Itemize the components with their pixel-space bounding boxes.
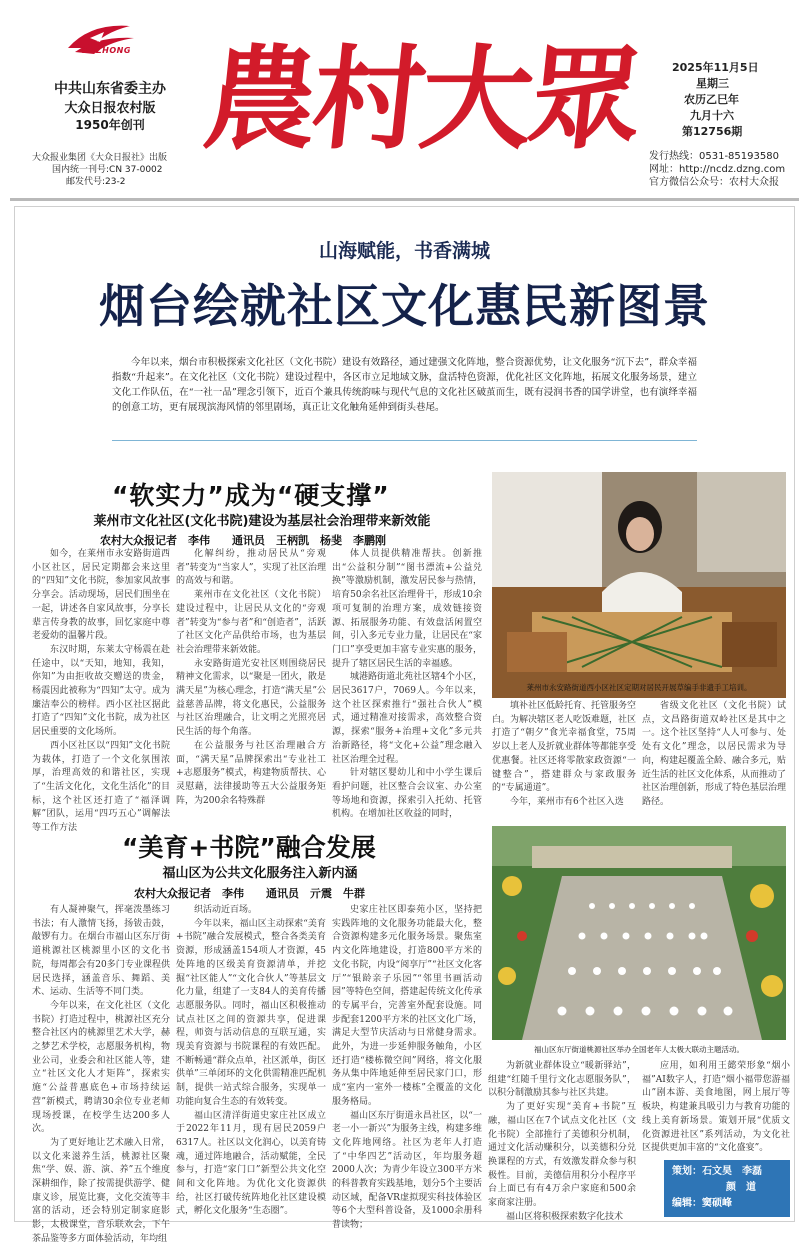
paragraph: 为了更好地让艺术融入日常，以文化来滋养生活，桃源社区聚焦“学、娱、游、演、养”五个维度深耕细作，除了按需提供游学、健康义诊，展览比赛，文化交流等丰富的活动，还会特别定制家庭影影，太极课堂，音乐联欢会，下午茶品鉴等多方面体验活动，年均组 xyxy=(32,1137,170,1244)
lead-headline: 烟台绘就社区文化惠民新图景 xyxy=(99,279,710,333)
wechat: 官方微信公众号：农村大众报 xyxy=(649,177,779,188)
newspaper-title: 農村大眾 xyxy=(198,34,644,165)
issue-number: 第12756期 xyxy=(682,125,743,138)
paragraph: 为新就业群体设立“暖新驿站”，组建“红随千里行文化志愿服务队”，以积分制激励其参与社区共建。 xyxy=(488,1061,636,1099)
story2-column-1 xyxy=(32,904,170,1244)
story1-photo xyxy=(492,472,786,698)
masthead xyxy=(0,0,809,196)
paragraph: 福山区东厅街道永昌社区，以“一老一小一新兴”为服务主线，构建多维文化阵地网络。社区为老年人打造了“中华四艺”活动区，年均服务超2000人次；为青少年设立300平方米的科普教育实践基地，划分5个主要活动区域，配备VR虚拟现实科技体验区等6个大型科普设备，及1000余册科普读物； xyxy=(332,1110,482,1231)
organizer-line: 中共山东省委主办 xyxy=(54,81,166,97)
website[interactable]: 网址：http://ncdz.dzng.com xyxy=(649,164,786,175)
story1-column-5 xyxy=(642,700,786,810)
paragraph: 福山区清洋街道史家庄社区成立于2022年11月，现有居民2059户6317人。社区以文化润心，以美育铸魂，通过阵地融合，活动赋能，全民参与，打造“家门口”新型公共文化空间和文化阵地。为优化文化资源供给，社区打破传统阵地化社区建设模式，孵化文化服务“生态圈”。 xyxy=(176,1110,326,1217)
founded-line: 1950年创刊 xyxy=(75,118,145,132)
hotline: 发行热线：0531-85193580 xyxy=(649,151,779,162)
planning-credit: 策划：石文昊 李磊 xyxy=(672,1166,762,1177)
paragraph: 今年，莱州市有6个社区入选 xyxy=(510,796,624,807)
story1-subheadline: 莱州市文化社区(文化书院)建设为基层社会治理带来新效能 xyxy=(93,514,431,529)
story2-subheadline: 福山区为公共文化服务注入新内涵 xyxy=(162,866,358,881)
planning-credit-2: 颜 道 xyxy=(726,1182,756,1193)
publisher-line: 大众报业集团《大众日报社》出版 xyxy=(32,153,168,163)
paragraph: 省级文化社区（文化书院）试点，文昌路街道双岭社区是其中之一。这个社区坚持“人人可参与、处处有文化”理念，以居民需求为导向，构建起覆盖全龄、融合多元，贴近生活的社区文化体系，从而推动了社区治理创新，形成了特色基层治理路径。 xyxy=(642,701,787,807)
paragraph: 体人员提供精准帮扶。创新推出“公益积分制”“图书漂流+公益兑换”等激励机制，激发居民参与热情，培育50余名社区治理骨干，形成10余项可复制的治理方案，成效链接资源、拓展服务功能、有效盘活闲置空间，引入多元专业力量，让居民在“家门口”享受更加丰富专业实惠的服务，提升了辖区居民生活的幸福感。 xyxy=(332,549,482,669)
paragraph: 永安路街道光安社区则围绕居民精神文化需求，以“聚是一团火，散是满天星”为核心理念，打造“满天星”公益慈善品牌，将文化惠民，公益服务与社区治理融合，让文明之光照亮居民生活的每个角落。 xyxy=(176,658,326,738)
tai-chi-event-image xyxy=(492,826,786,1040)
edition-line: 大众日报农村版 xyxy=(64,101,156,116)
paragraph: 莱州市在文化社区（文化书院）建设过程中，让居民从文化的“旁观者”转变为“参与者”和“创造者”，活跃了社区文化产品供给市场，也为基层社会治理带来新效能。 xyxy=(176,590,326,655)
paragraph: 东汉时期，东莱太守杨震在赴任途中，以“天知，地知，我知，你知”为由拒收故交赠送的贵金，杨震因此被称为“四知”太守。成为廉洁奉公的榜样。西小区社区据此打造了“四知”文化书院，成为社区居民重要的文化场所。 xyxy=(32,644,170,738)
story1-column-1 xyxy=(32,548,170,834)
story1-photo-caption: 莱州市永安路街道西小区社区定期对居民开展草编手非遗手工培训。 xyxy=(526,683,752,692)
paragraph: 针对辖区婴幼儿和中小学生课后看护问题，社区整合会议室、办公室等场地和资源，探索引入托幼、托管机构。在增加社区收益的同时， xyxy=(332,768,482,820)
story2-headline: “美育+书院”融合发展 xyxy=(122,833,376,862)
cn-number: 国内统一刊号:CN 37-0002 xyxy=(52,165,163,175)
paragraph: 史家庄社区即泰苑小区，坚持把实践阵地的文化服务功能最大化，整合资源构建多元化服务场景。聚焦室内文化阵地建设，打造800平方米的文化书院，内设“阅享厅”“社区文化客厅”“银龄亲子乐园”“邻里书画活动园”等特色空间，搭建起传统文化传承的专属平台，完善室外配套设施。同步配套1200平方米的社区文化广场，满足大型节庆活动与日常健身需求。此外，为进一步延伸服务触角，小区还打造“楼栋微空间”网络，将文化服务从集中阵地延伸至居民家门口，形成“室内一室外一楼栋”全覆盖的文化服务格局。 xyxy=(332,905,482,1107)
lead-paragraph: 今年以来，烟台市积极探索文化社区（文化书院）建设有效路径，通过建强文化阵地，整合资源优势，让文化服务“沉下去”，群众幸福指数“升起来”。在文化社区（文化书院）建设过程中，各区市立足地域文脉，盘活特色资源，优化社区文化阵地，拓展文化服务场景，建立文化工作队伍，在“一社一品”理念引领下，近百个兼具传统韵味与现代气息的文化社区破茧而生，既有浸润书香的国学讲堂，也有演绎幸福的创意工坊，更有展现滨海风情的邻里剧场，真正让文化触角延伸到街头巷尾。 xyxy=(112,357,697,413)
weekday: 星期三 xyxy=(696,77,729,90)
contact-block xyxy=(649,150,785,189)
story2-column-2 xyxy=(176,904,326,1220)
logo-text: DAZHONG xyxy=(82,46,131,55)
story1-column-3 xyxy=(332,548,482,820)
weaving-workshop-image xyxy=(492,472,786,698)
lead-kicker: 山海赋能，书香满城 xyxy=(318,240,490,262)
paragraph: 今年以来，福山区主动探索“美育+书院”融合发展模式，整合各类美育资源，形成涵盖154项人才资源，45处阵地的区级美育资源清单，并挖掘“社区能人”“文化合伙人”等基层文化力量，组建了一支84人的美育传播志愿服务队。同时，福山区积极推动试点社区之间的资源共享，促进课程，师资与活动信息的互联互通，实现美育资源与书院课程的有效匹配。不断畅通“群众点单，社区派单，街区供单”三单闭环的文化供需精准匹配机制，提供一站式综合服务，实现单一功能向复合生态的有效转变。 xyxy=(176,918,326,1107)
story2-photo-caption: 福山区东厅街道桃源社区举办全国老年人太极大联动主题活动。 xyxy=(534,1045,744,1054)
paragraph: 在公益服务与社区治理融合方面，“满天星”品牌探索出“专业社工+志愿服务”模式，构建物质帮扶、心灵慰藉，法律援助等五大公益服务矩阵，为200余名特殊群 xyxy=(176,740,326,806)
paragraph: 福山区将积极探索数字化技术 xyxy=(506,1211,624,1222)
masthead-divider xyxy=(10,198,799,201)
lunar-year: 农历乙巳年 xyxy=(684,93,739,106)
story1-headline: “软实力”成为“硬支撑” xyxy=(112,481,390,510)
editor-credit: 编辑：窦硕峰 xyxy=(672,1198,732,1209)
paragraph: 如今，在莱州市永安路街道西小区社区，居民定期都会来这里的“四知”文化书院，参加家风故事分享会。活动现场，居民们围坐在一起，讲述各自家风故事，分享长辈言传身教的故事，回忆家庭中尊老爱幼的温馨片段。 xyxy=(32,549,170,642)
paragraph: 有人凝神聚气，挥毫泼墨练习书法；有人激情飞扬，扬钹击鼓，敲锣有力。在烟台市福山区东厅街道桃源社区桃源里小区的文化书院，每周都会有20多门专业课程供居民选择，涵盖音乐、舞蹈、美术、运动、生活等不同门类。 xyxy=(32,905,170,998)
story2-column-5 xyxy=(642,1060,790,1156)
paragraph: 应用，如利用王懿荣形象“烟小福”AI数字人，打造“烟小福带您游福山”剧本游、美食地图，网上展厅等板块，构建兼具吸引力与教育功能的线上美育新场景。策划开展“优质文化资源进社区”系列活动，为文化社区提供更加丰富的“文化盛宴”。 xyxy=(642,1061,790,1154)
date-block xyxy=(672,60,759,140)
credits-box xyxy=(664,1160,790,1217)
story2-byline: 农村大众报记者 李伟 通讯员 亓震 牛群 xyxy=(134,887,365,900)
paragraph: 城港路街道北苑社区辖4个小区，居民3617户，7069人。今年以来，这个社区探索推行“强社合伙人”模式，通过精准对接需求，高效整合资源，探索“服务+治理+文化”多元共治新路径，将“文化+公益”理念融入社区治理全过程。 xyxy=(332,672,482,765)
story2-column-3 xyxy=(332,904,482,1231)
lunar-day: 九月十六 xyxy=(690,109,734,122)
lead-divider xyxy=(112,440,697,441)
issue-date: 2025年11月5日 xyxy=(672,61,759,74)
story1-column-4 xyxy=(492,700,636,810)
story1-byline: 农村大众报记者 李伟 通讯员 王柄凯 杨斐 李鹏刚 xyxy=(100,534,386,547)
story2-photo xyxy=(492,826,786,1040)
paragraph: 西小区社区以“四知”文化书院为载体，打造了一个文化氛围浓厚，治理高效的和谐社区，实现了“生活文化化，文化生活化”的目标，这个社区还打造了“福泽调解”团队，运用“四巧五心”调解法等工作方法 xyxy=(32,740,170,834)
paragraph: 填补社区低龄托育、托管服务空白。为解决辖区老人吃饭难题，社区打造了“朝夕”食光幸福食堂，75周岁以上老人及折就业群体等都能享受优惠餐。社区还将零散家政资源“一键整合”，搭建群众与家政服务的“专属通道”。 xyxy=(492,701,637,794)
paragraph: 为了更好实现“美育+书院”互融，福山区在7个试点文化社区（文化书院）全部推行了美德积分机制，通过文化活动赚积分，以美德积分兑换课程的方式，有效激发群众参与积极性。目前，美德信用积分小程序平台上面已有有4万余户家庭和500余家商家注册。 xyxy=(488,1102,636,1209)
story1-column-2 xyxy=(176,548,326,810)
story2-column-4 xyxy=(488,1060,636,1220)
paragraph: 织活动近百场。 xyxy=(194,905,258,915)
postal-code: 邮发代号:23-2 xyxy=(66,177,126,187)
paragraph: 今年以来，在文化社区（文化书院）打造过程中，桃源社区充分整合社区内的桃源里艺术大学，赫之梦艺术学校，志愿服务机构，物业公司，业委会和社区能人等，建立“社区文化人才矩阵”，探索实施“公益普惠底色+市场持续运营”新模式，聘请30余位专业老师现场授课，在校学生达200多人次。 xyxy=(32,1000,170,1135)
paragraph: 化解纠纷，推动居民从“旁观者”转变为“当家人”，实现了社区治理的高效与和谐。 xyxy=(176,549,326,587)
